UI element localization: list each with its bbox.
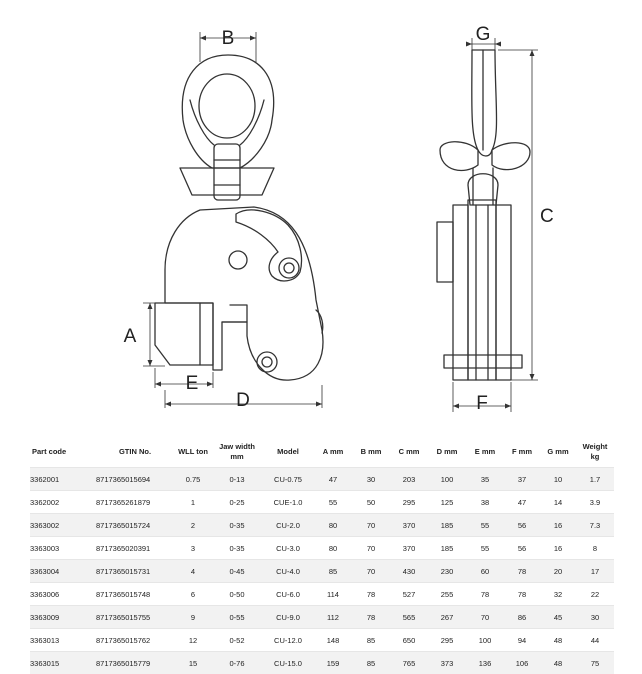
table-cell: 16: [540, 537, 576, 560]
table-cell: 75: [576, 652, 614, 674]
table-cell: 3363002: [30, 514, 96, 537]
table-row: [30, 652, 614, 674]
table-cell: 0-35: [212, 514, 262, 537]
column-header: G mm: [540, 437, 576, 468]
table-cell: 3362001: [30, 468, 96, 491]
table-cell: 0-35: [212, 537, 262, 560]
table-cell: 373: [428, 652, 466, 674]
table-cell: 230: [428, 560, 466, 583]
table-cell: 295: [390, 491, 428, 514]
table-cell: CU-3.0: [262, 537, 314, 560]
table-cell: 80: [314, 537, 352, 560]
column-header: D mm: [428, 437, 466, 468]
table-cell: 1.7: [576, 468, 614, 491]
table-cell: 125: [428, 491, 466, 514]
table-cell: 85: [352, 652, 390, 674]
table-cell: 55: [466, 537, 504, 560]
table-cell: 0-52: [212, 629, 262, 652]
table-cell: 3363009: [30, 606, 96, 629]
table-cell: 159: [314, 652, 352, 674]
table-cell: 565: [390, 606, 428, 629]
table-cell: 106: [504, 652, 540, 674]
table-cell: CU-9.0: [262, 606, 314, 629]
column-header: F mm: [504, 437, 540, 468]
column-header: E mm: [466, 437, 504, 468]
table-cell: 3363003: [30, 537, 96, 560]
table-cell: 60: [466, 560, 504, 583]
table-cell: 6: [174, 583, 212, 606]
dimension-label-e: E: [186, 373, 199, 394]
column-header: WLL ton: [174, 437, 212, 468]
table-cell: 255: [428, 583, 466, 606]
table-cell: 8717365015694: [96, 468, 174, 491]
table-cell: 8717365015779: [96, 652, 174, 674]
table-cell: 430: [390, 560, 428, 583]
table-cell: 48: [540, 652, 576, 674]
table-cell: 7.3: [576, 514, 614, 537]
table-cell: 86: [504, 606, 540, 629]
column-header: Part code: [30, 437, 96, 468]
table-cell: 3.9: [576, 491, 614, 514]
table-cell: 3362002: [30, 491, 96, 514]
column-header: Weight kg: [576, 437, 614, 468]
table-cell: 78: [466, 583, 504, 606]
column-header: C mm: [390, 437, 428, 468]
table-row: [30, 583, 614, 606]
table-cell: 185: [428, 514, 466, 537]
cam-lever: [236, 210, 302, 281]
table-cell: 0-25: [212, 491, 262, 514]
table-cell: 17: [576, 560, 614, 583]
column-header: B mm: [352, 437, 390, 468]
table-cell: 94: [504, 629, 540, 652]
table-cell: 78: [504, 583, 540, 606]
table-cell: 0-55: [212, 606, 262, 629]
table-cell: 12: [174, 629, 212, 652]
table-cell: 85: [352, 629, 390, 652]
table-cell: 9: [174, 606, 212, 629]
side-plate-left: [453, 205, 468, 380]
table-cell: 650: [390, 629, 428, 652]
table-cell: CU-15.0: [262, 652, 314, 674]
table-cell: 8717365015731: [96, 560, 174, 583]
table-cell: 0-76: [212, 652, 262, 674]
table-cell: 44: [576, 629, 614, 652]
table-row: [30, 514, 614, 537]
table-cell: 22: [576, 583, 614, 606]
table-cell: 185: [428, 537, 466, 560]
table-cell: 47: [314, 468, 352, 491]
table-cell: CU-2.0: [262, 514, 314, 537]
table-cell: 3363013: [30, 629, 96, 652]
table-cell: 267: [428, 606, 466, 629]
table-cell: 4: [174, 560, 212, 583]
table-row: [30, 606, 614, 629]
table-cell: 136: [466, 652, 504, 674]
clamp-body: [165, 207, 323, 380]
table-cell: 148: [314, 629, 352, 652]
table-row: [30, 629, 614, 652]
table-cell: 0-50: [212, 583, 262, 606]
table-row: [30, 560, 614, 583]
table-cell: 78: [352, 606, 390, 629]
dimension-label-c: C: [540, 206, 554, 227]
table-cell: 8717365015748: [96, 583, 174, 606]
table-cell: 70: [352, 514, 390, 537]
table-cell: 10: [540, 468, 576, 491]
table-cell: 70: [466, 606, 504, 629]
table-cell: CU-4.0: [262, 560, 314, 583]
table-cell: CU-6.0: [262, 583, 314, 606]
table-cell: 15: [174, 652, 212, 674]
table-cell: 100: [428, 468, 466, 491]
table-cell: 370: [390, 514, 428, 537]
table-cell: 56: [504, 537, 540, 560]
table-cell: 55: [466, 514, 504, 537]
table-cell: 30: [576, 606, 614, 629]
table-cell: 0-13: [212, 468, 262, 491]
table-cell: 3363015: [30, 652, 96, 674]
table-cell: 80: [314, 514, 352, 537]
table-cell: 1: [174, 491, 212, 514]
dimension-label-b: B: [222, 28, 235, 49]
table-row: [30, 537, 614, 560]
table-cell: 100: [466, 629, 504, 652]
table-cell: 47: [504, 491, 540, 514]
dimension-label-g: G: [476, 24, 491, 45]
table-cell: 32: [540, 583, 576, 606]
table-cell: 114: [314, 583, 352, 606]
table-cell: 14: [540, 491, 576, 514]
table-cell: 35: [466, 468, 504, 491]
table-cell: 2: [174, 514, 212, 537]
side-handle: [440, 142, 478, 171]
table-cell: 0-45: [212, 560, 262, 583]
table-cell: 70: [352, 537, 390, 560]
table-cell: 3363004: [30, 560, 96, 583]
table-cell: CU-12.0: [262, 629, 314, 652]
specification-table: [30, 437, 614, 674]
side-center: [468, 200, 496, 380]
table-header-row: [30, 437, 614, 468]
swivel-link: [214, 144, 240, 200]
front-view: [155, 55, 323, 380]
table-cell: 37: [504, 468, 540, 491]
table-cell: 78: [352, 583, 390, 606]
table-cell: 70: [352, 560, 390, 583]
dimension-label-d: D: [236, 390, 250, 411]
table-cell: 203: [390, 468, 428, 491]
column-header: A mm: [314, 437, 352, 468]
table-cell: 112: [314, 606, 352, 629]
side-shackle: [472, 50, 497, 156]
side-view: [437, 50, 530, 380]
column-header: Model: [262, 437, 314, 468]
column-header: Jaw width mm: [212, 437, 262, 468]
jaw-pad: [155, 303, 213, 365]
table-cell: 8717365020391: [96, 537, 174, 560]
table-cell: 56: [504, 514, 540, 537]
table-cell: 16: [540, 514, 576, 537]
table-cell: 3: [174, 537, 212, 560]
table-cell: 8: [576, 537, 614, 560]
table-cell: 8717365015762: [96, 629, 174, 652]
table-cell: 30: [352, 468, 390, 491]
table-cell: 527: [390, 583, 428, 606]
table-cell: 3363006: [30, 583, 96, 606]
table-cell: CU-0.75: [262, 468, 314, 491]
table-cell: 20: [540, 560, 576, 583]
table-cell: 295: [428, 629, 466, 652]
table-cell: 370: [390, 537, 428, 560]
table-cell: 0.75: [174, 468, 212, 491]
table-row: [30, 491, 614, 514]
table-cell: 765: [390, 652, 428, 674]
table-cell: 8717365015755: [96, 606, 174, 629]
table-cell: 8717365261879: [96, 491, 174, 514]
table-cell: 48: [540, 629, 576, 652]
table-cell: 55: [314, 491, 352, 514]
side-plate-right: [496, 205, 511, 380]
table-cell: 8717365015724: [96, 514, 174, 537]
table-cell: 45: [540, 606, 576, 629]
table-cell: CUE-1.0: [262, 491, 314, 514]
table-row: [30, 468, 614, 491]
table-cell: 38: [466, 491, 504, 514]
table-body: [30, 468, 614, 674]
table-cell: 78: [504, 560, 540, 583]
table-cell: 85: [314, 560, 352, 583]
shackle-hole: [199, 74, 255, 138]
table-cell: 50: [352, 491, 390, 514]
column-header: GTIN No.: [96, 437, 174, 468]
dimension-label-f: F: [476, 393, 488, 414]
dimension-label-a: A: [124, 326, 137, 347]
